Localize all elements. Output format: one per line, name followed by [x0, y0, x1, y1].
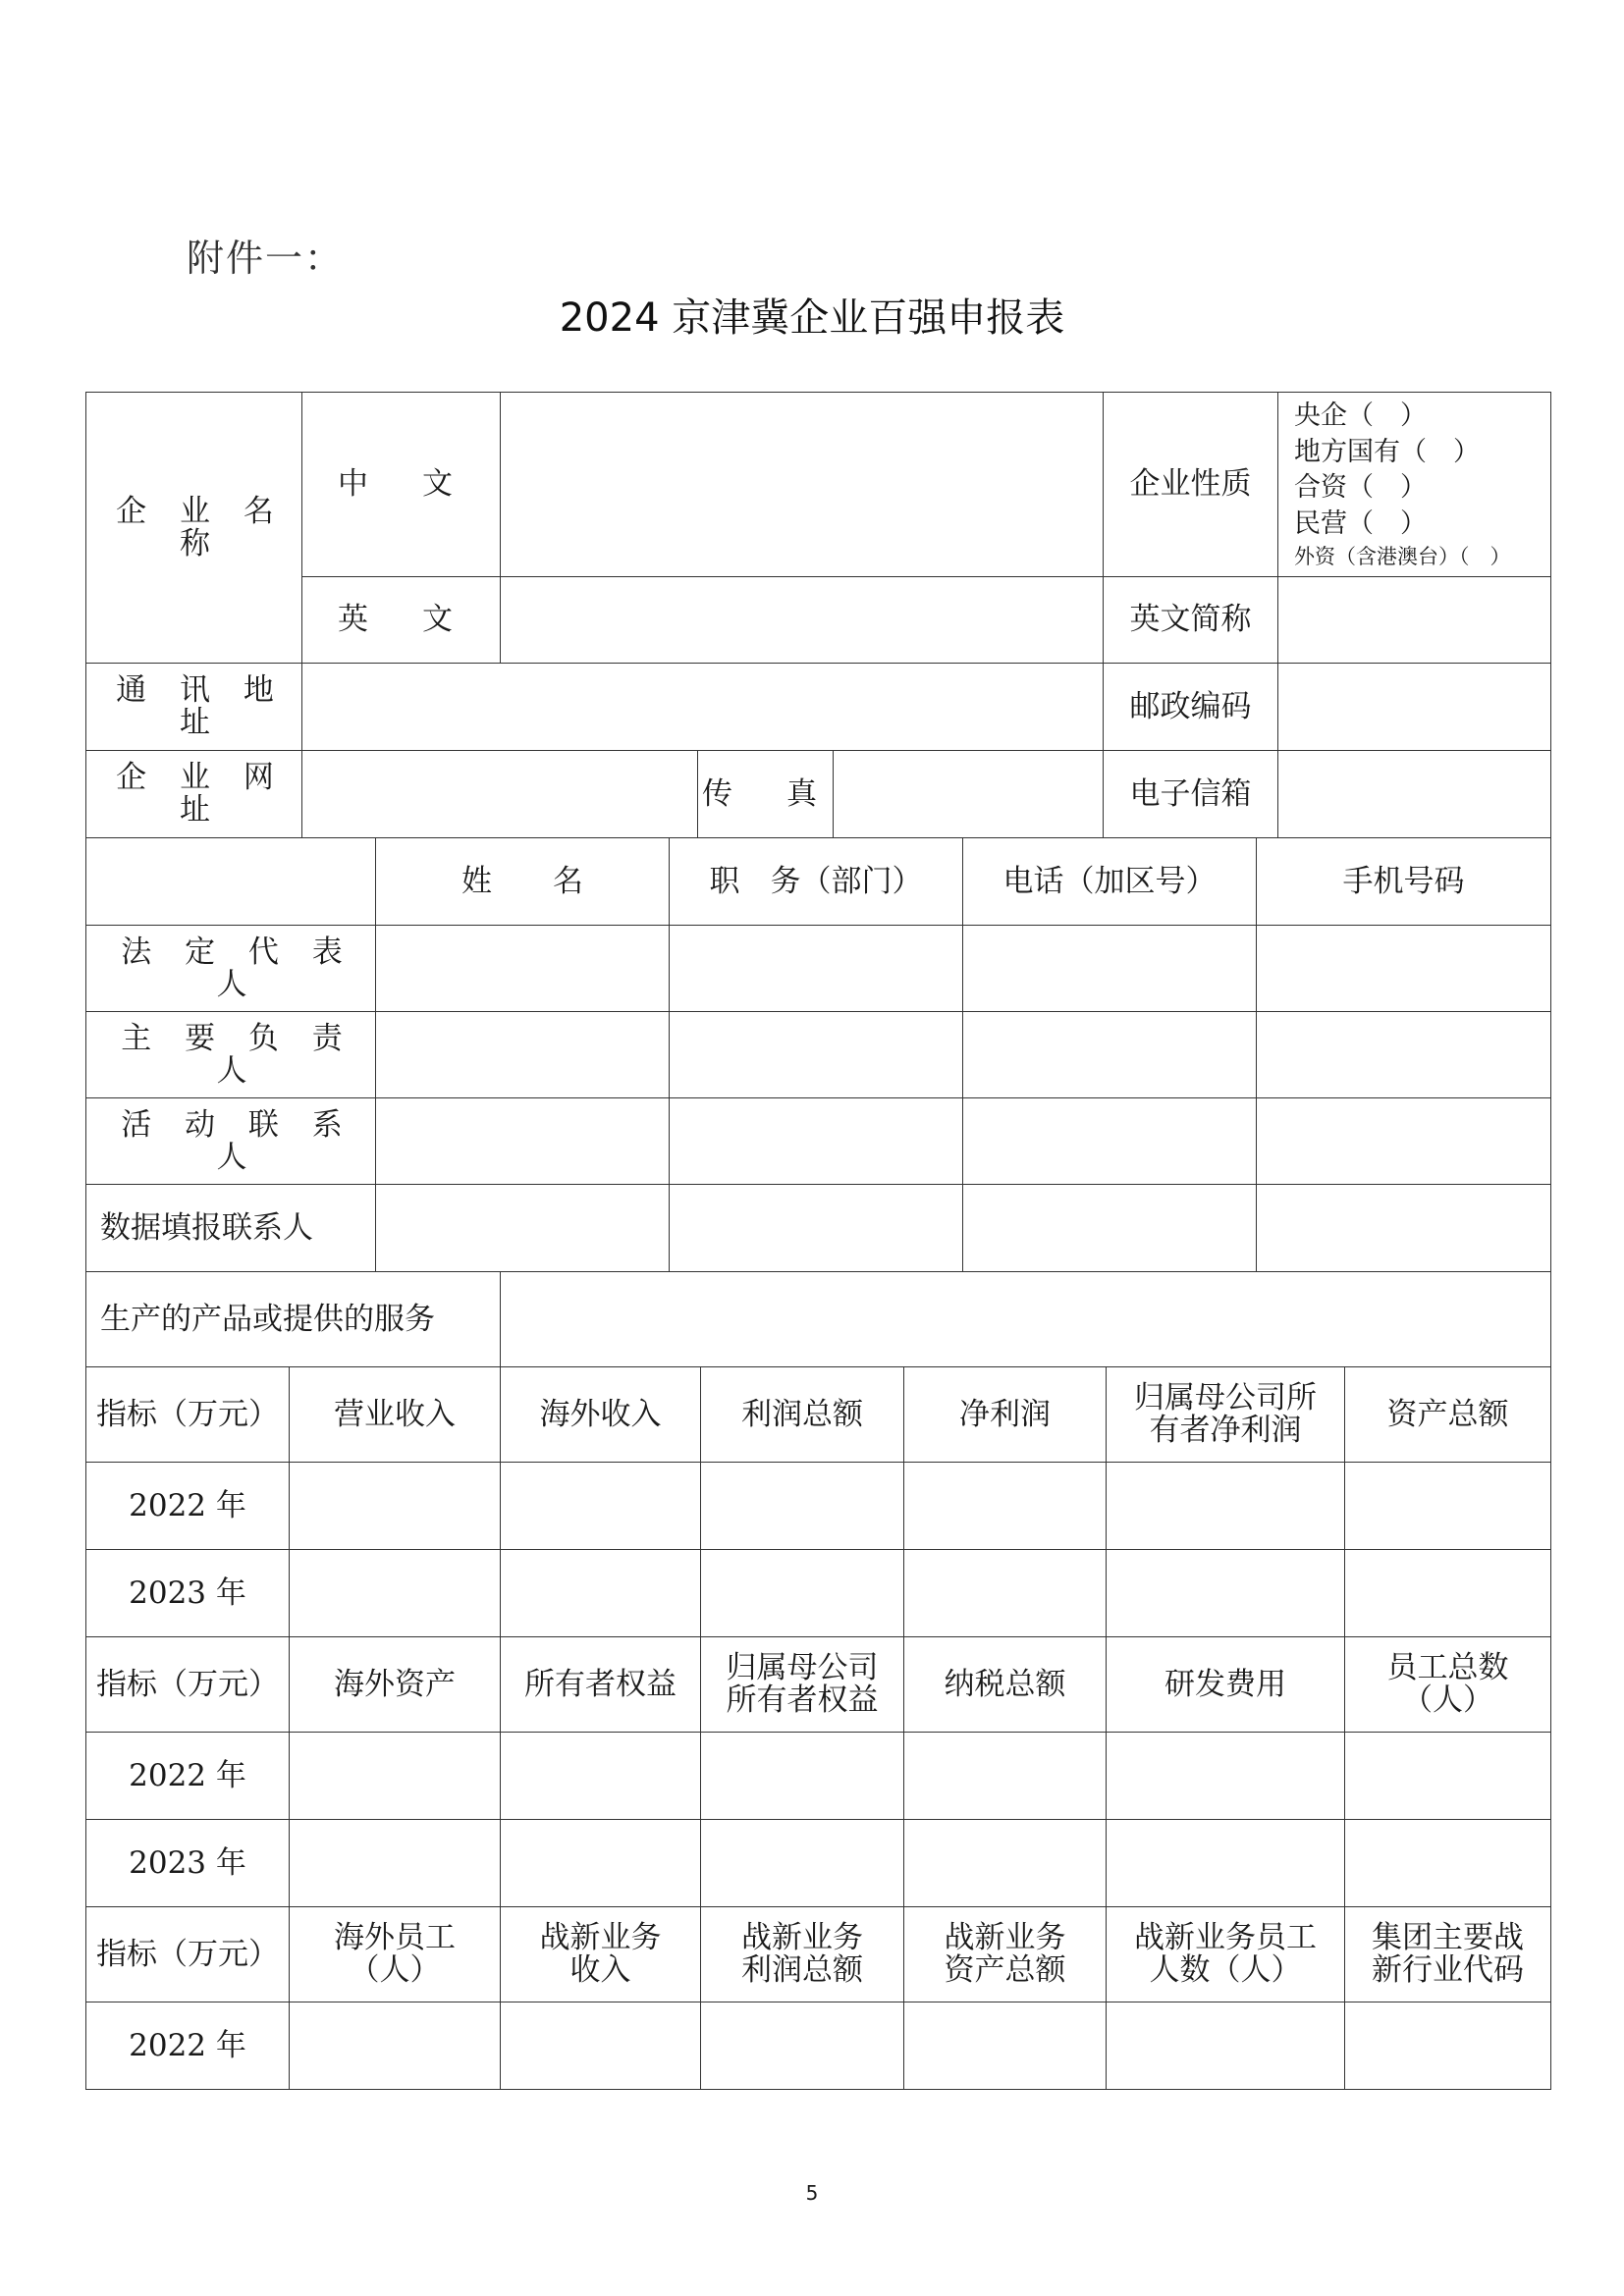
- contacts-header: 职 务（部门）: [669, 837, 963, 926]
- indicator-unit-label: 指标（万元）: [85, 1906, 290, 2002]
- indicator-value-cell[interactable]: [1344, 2002, 1551, 2090]
- cell-text-line: 所有者权益: [726, 1682, 879, 1718]
- indicator-header: 净利润: [903, 1366, 1107, 1463]
- address-field[interactable]: [301, 663, 1104, 751]
- indicator-value-cell[interactable]: [700, 1462, 904, 1550]
- indicator-value-cell[interactable]: [500, 2002, 701, 2090]
- indicator-header: [1344, 1636, 1551, 1733]
- indicator-unit-label: 指标（万元）: [85, 1636, 290, 1733]
- indicator-value-cell[interactable]: [903, 1462, 1107, 1550]
- form-title: 2024 京津冀企业百强申报表: [559, 295, 1065, 341]
- year-label: 2022 年: [85, 1732, 290, 1820]
- attachment-label: 附件一：: [187, 237, 345, 280]
- cell-text-line: 战新业务: [741, 1920, 863, 1956]
- indicator-header: [1106, 1906, 1345, 2002]
- indicator-value-cell[interactable]: [1344, 1462, 1551, 1550]
- contact-role-label: 活 动 联 系 人: [85, 1097, 376, 1185]
- english-short-name-label: 英文简称: [1103, 576, 1278, 664]
- indicator-value-cell[interactable]: [903, 1549, 1107, 1637]
- indicator-value-cell[interactable]: [500, 1549, 701, 1637]
- indicator-value-cell[interactable]: [289, 2002, 501, 2090]
- indicator-header: [1106, 1366, 1345, 1463]
- contact-input-cell[interactable]: [962, 1097, 1257, 1185]
- company-name-label: 企 业 名 称: [85, 392, 302, 664]
- indicator-header: 海外收入: [500, 1366, 701, 1463]
- contact-input-cell[interactable]: [669, 1097, 963, 1185]
- cell-text-line: （人）: [349, 1952, 441, 1988]
- chinese-name-field[interactable]: [500, 392, 1104, 577]
- cell-text-line: 战新业务: [539, 1920, 662, 1956]
- indicator-header: 资产总额: [1344, 1366, 1551, 1463]
- contacts-header: 姓 名: [375, 837, 670, 926]
- indicator-value-cell[interactable]: [700, 1549, 904, 1637]
- cell-text-line: 集团主要战: [1372, 1920, 1524, 1956]
- address-label: 通 讯 地 址: [85, 663, 302, 751]
- postcode-label: 邮政编码: [1103, 663, 1278, 751]
- contact-input-cell[interactable]: [375, 1097, 670, 1185]
- cell-text-line: 资产总额: [944, 1952, 1066, 1988]
- indicator-unit-label: 指标（万元）: [85, 1366, 290, 1463]
- indicator-value-cell[interactable]: [1106, 1732, 1345, 1820]
- indicator-header: 利润总额: [700, 1366, 904, 1463]
- email-field[interactable]: [1277, 750, 1551, 838]
- contact-input-cell[interactable]: [1256, 1184, 1551, 1272]
- indicator-value-cell[interactable]: [289, 1732, 501, 1820]
- contact-input-cell[interactable]: [1256, 1011, 1551, 1098]
- cell-text-line: （人）: [1402, 1682, 1493, 1718]
- contacts-corner-cell: [85, 837, 376, 926]
- year-label: 2022 年: [85, 2002, 290, 2090]
- indicator-header: 纳税总额: [903, 1636, 1107, 1733]
- cell-text-line: 员工总数: [1386, 1650, 1509, 1686]
- nature-option[interactable]: 外资（含港澳台）（ ）: [1294, 544, 1511, 568]
- nature-option[interactable]: 央企（ ）: [1294, 400, 1427, 431]
- indicator-header: [700, 1906, 904, 2002]
- cell-text-line: 收入: [569, 1952, 631, 1988]
- contact-role-label: 主 要 负 责 人: [85, 1011, 376, 1098]
- indicator-value-cell[interactable]: [1106, 1819, 1345, 1907]
- indicator-value-cell[interactable]: [1344, 1732, 1551, 1820]
- chinese-name-label: 中 文: [301, 392, 501, 577]
- fax-label: 传 真: [697, 750, 834, 838]
- website-label: 企 业 网 址: [85, 750, 302, 838]
- contact-input-cell[interactable]: [669, 1011, 963, 1098]
- page-number: 5: [805, 2181, 819, 2205]
- website-field[interactable]: [301, 750, 698, 838]
- year-label: 2023 年: [85, 1819, 290, 1907]
- nature-option[interactable]: 地方国有（ ）: [1294, 436, 1480, 467]
- indicator-value-cell[interactable]: [700, 1819, 904, 1907]
- contact-input-cell[interactable]: [1256, 925, 1551, 1012]
- indicator-value-cell[interactable]: [903, 1819, 1107, 1907]
- indicator-header: [1344, 1906, 1551, 2002]
- indicator-value-cell[interactable]: [500, 1732, 701, 1820]
- cell-text-line: 人数（人）: [1149, 1952, 1302, 1988]
- cell-text-line: 利润总额: [741, 1952, 863, 1988]
- contact-input-cell[interactable]: [962, 925, 1257, 1012]
- email-label: 电子信箱: [1103, 750, 1278, 838]
- indicator-value-cell[interactable]: [500, 1819, 701, 1907]
- contact-input-cell[interactable]: [669, 1184, 963, 1272]
- indicator-value-cell[interactable]: [289, 1819, 501, 1907]
- indicator-value-cell[interactable]: [500, 1462, 701, 1550]
- nature-option[interactable]: 民营（ ）: [1294, 507, 1427, 539]
- contact-role-label: 数据填报联系人: [85, 1184, 376, 1272]
- indicator-header: 海外资产: [289, 1636, 501, 1733]
- indicator-header: 研发费用: [1106, 1636, 1345, 1733]
- indicator-value-cell[interactable]: [1344, 1549, 1551, 1637]
- cell-text-line: 海外员工: [334, 1920, 456, 1956]
- indicator-header: 所有者权益: [500, 1636, 701, 1733]
- cell-text-line: 新行业代码: [1372, 1952, 1524, 1988]
- postcode-field[interactable]: [1277, 663, 1551, 751]
- contact-role-label: 法 定 代 表 人: [85, 925, 376, 1012]
- fax-field[interactable]: [833, 750, 1104, 838]
- contact-input-cell[interactable]: [375, 1011, 670, 1098]
- products-services-field[interactable]: [500, 1271, 1551, 1367]
- contact-input-cell[interactable]: [375, 925, 670, 1012]
- indicator-value-cell[interactable]: [700, 1732, 904, 1820]
- indicator-value-cell[interactable]: [289, 1462, 501, 1550]
- indicator-value-cell[interactable]: [1344, 1819, 1551, 1907]
- year-label: 2022 年: [85, 1462, 290, 1550]
- contacts-header: 电话（加区号）: [962, 837, 1257, 926]
- cell-text-line: 归属母公司所: [1134, 1380, 1317, 1416]
- indicator-value-cell[interactable]: [1106, 1549, 1345, 1637]
- cell-text-line: 归属母公司: [726, 1650, 879, 1686]
- contact-input-cell[interactable]: [962, 1184, 1257, 1272]
- contact-input-cell[interactable]: [669, 925, 963, 1012]
- contacts-header: 手机号码: [1256, 837, 1551, 926]
- indicator-header: [700, 1636, 904, 1733]
- company-nature-options: [1277, 392, 1551, 577]
- english-name-label: 英 文: [301, 576, 501, 664]
- english-short-name-field[interactable]: [1277, 576, 1551, 664]
- indicator-header: [500, 1906, 701, 2002]
- indicator-header: 营业收入: [289, 1366, 501, 1463]
- cell-text-line: 战新业务员工: [1134, 1920, 1317, 1956]
- contact-input-cell[interactable]: [962, 1011, 1257, 1098]
- cell-text-line: 战新业务: [944, 1920, 1066, 1956]
- indicator-value-cell[interactable]: [903, 2002, 1107, 2090]
- indicator-value-cell[interactable]: [700, 2002, 904, 2090]
- indicator-header: [903, 1906, 1107, 2002]
- indicator-value-cell[interactable]: [289, 1549, 501, 1637]
- indicator-header: [289, 1906, 501, 2002]
- year-label: 2023 年: [85, 1549, 290, 1637]
- indicator-value-cell[interactable]: [903, 1732, 1107, 1820]
- indicator-value-cell[interactable]: [1106, 2002, 1345, 2090]
- contact-input-cell[interactable]: [1256, 1097, 1551, 1185]
- nature-option[interactable]: 合资（ ）: [1294, 472, 1427, 504]
- products-services-label: 生产的产品或提供的服务: [85, 1271, 501, 1367]
- indicator-value-cell[interactable]: [1106, 1462, 1345, 1550]
- contact-input-cell[interactable]: [375, 1184, 670, 1272]
- company-nature-label: 企业性质: [1103, 392, 1278, 577]
- english-name-field[interactable]: [500, 576, 1104, 664]
- cell-text-line: 有者净利润: [1149, 1413, 1302, 1448]
